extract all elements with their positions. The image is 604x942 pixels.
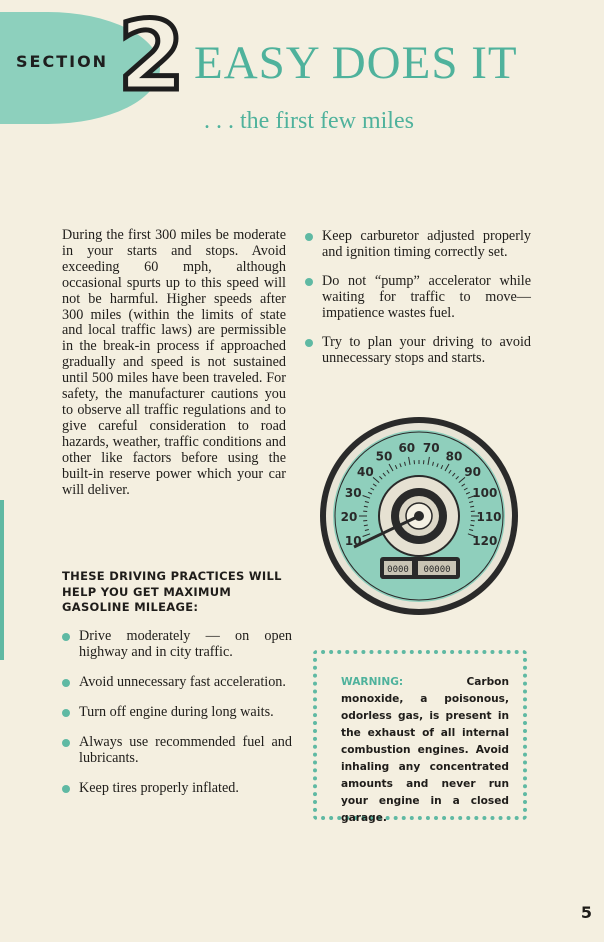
bullet-icon (62, 785, 70, 793)
bullet-icon (62, 679, 70, 687)
speed-label: 60 (398, 441, 416, 456)
speed-label: 20 (340, 510, 358, 524)
warning-body: Carbon monoxide, a poisonous, odorless gas, is present in the exhaust of all internal combustion engines. Avoid inhaling any concentrated amounts and never run your engine in a closed garage. (341, 676, 509, 824)
dial-tick (364, 525, 368, 526)
dial-tick (364, 506, 368, 507)
bullet-icon (305, 278, 313, 286)
list-item (305, 334, 531, 366)
list-item (62, 674, 292, 690)
list-item (305, 273, 531, 321)
dial-tick (470, 506, 474, 507)
speed-label: 40 (357, 465, 374, 479)
speedometer-icon (318, 415, 520, 617)
list-item-text: Drive moderately — on open highway and in city traffic. (79, 628, 292, 660)
list-item-text: Avoid unnecessary fast acceleration. (79, 674, 286, 690)
bullet-icon (62, 739, 70, 747)
page-edge-tab (0, 500, 4, 660)
speed-label: 120 (472, 533, 498, 548)
list-item-text: Keep carburetor adjusted properly and ignition timing correctly set. (322, 228, 531, 260)
practices-list (62, 628, 292, 810)
list-item (62, 734, 292, 766)
page-subtitle: . . . the first few miles (204, 108, 414, 134)
intro-paragraph: During the first 300 miles be moderate in your starts and stops. Avoid exceeding 60 mph, although occasional spurts up to this speed will not be harmful. Higher speeds after 300 miles (within the limits of state and local traffic laws) are permissible in the break-in process if approached gradually and speed is not sustained until 500 miles have been traveled. For safety, the manufacturer cautions you to observe all traffic regulations and to give careful consideration to road hazards, weather, traffic conditions and other like factors before using the built-in reserve power which your car will deliver. (62, 227, 286, 498)
bullet-icon (305, 233, 313, 241)
list-item (62, 704, 292, 720)
list-item (62, 628, 292, 660)
trip-readout: 00000 (423, 565, 451, 575)
speed-label: 90 (464, 465, 481, 479)
speed-label: 110 (476, 510, 502, 524)
odometer-readout: 0000 (387, 565, 409, 575)
speed-label: 50 (375, 449, 393, 464)
warning-box (313, 650, 527, 824)
speedometer-illustration (318, 415, 520, 617)
dial-tick (470, 525, 474, 526)
page-title: EASY DOES IT (194, 37, 518, 89)
bullet-icon (62, 709, 70, 717)
list-item-text: Turn off engine during long waits. (79, 704, 274, 720)
speed-label: 10 (344, 533, 362, 548)
practices-heading: THESE DRIVING PRACTICES WILL HELP YOU GET MAXIMUM GASOLINE MILEAGE: (62, 569, 282, 614)
speed-label: 30 (344, 486, 362, 501)
list-item (305, 228, 531, 260)
section-number: 2 (118, 0, 185, 112)
section-label: SECTION (16, 52, 109, 71)
speed-label: 100 (472, 486, 498, 501)
bullet-icon (305, 339, 313, 347)
list-item-text: Do not “pump” accelerator while waiting for traffic to move—impatience wastes fuel. (322, 273, 531, 321)
list-item-text: Try to plan your driving to avoid unnecessary stops and starts. (322, 334, 531, 366)
tips-list (305, 228, 531, 379)
warning-label: WARNING: (341, 676, 404, 688)
list-item-text: Always use recommended fuel and lubricants. (79, 734, 292, 766)
list-item-text: Keep tires properly inflated. (79, 780, 239, 796)
speed-label: 70 (422, 441, 440, 456)
page-number: 5 (580, 903, 592, 922)
speed-label: 80 (445, 449, 463, 464)
bullet-icon (62, 633, 70, 641)
list-item (62, 780, 292, 796)
warning-text (341, 674, 509, 827)
